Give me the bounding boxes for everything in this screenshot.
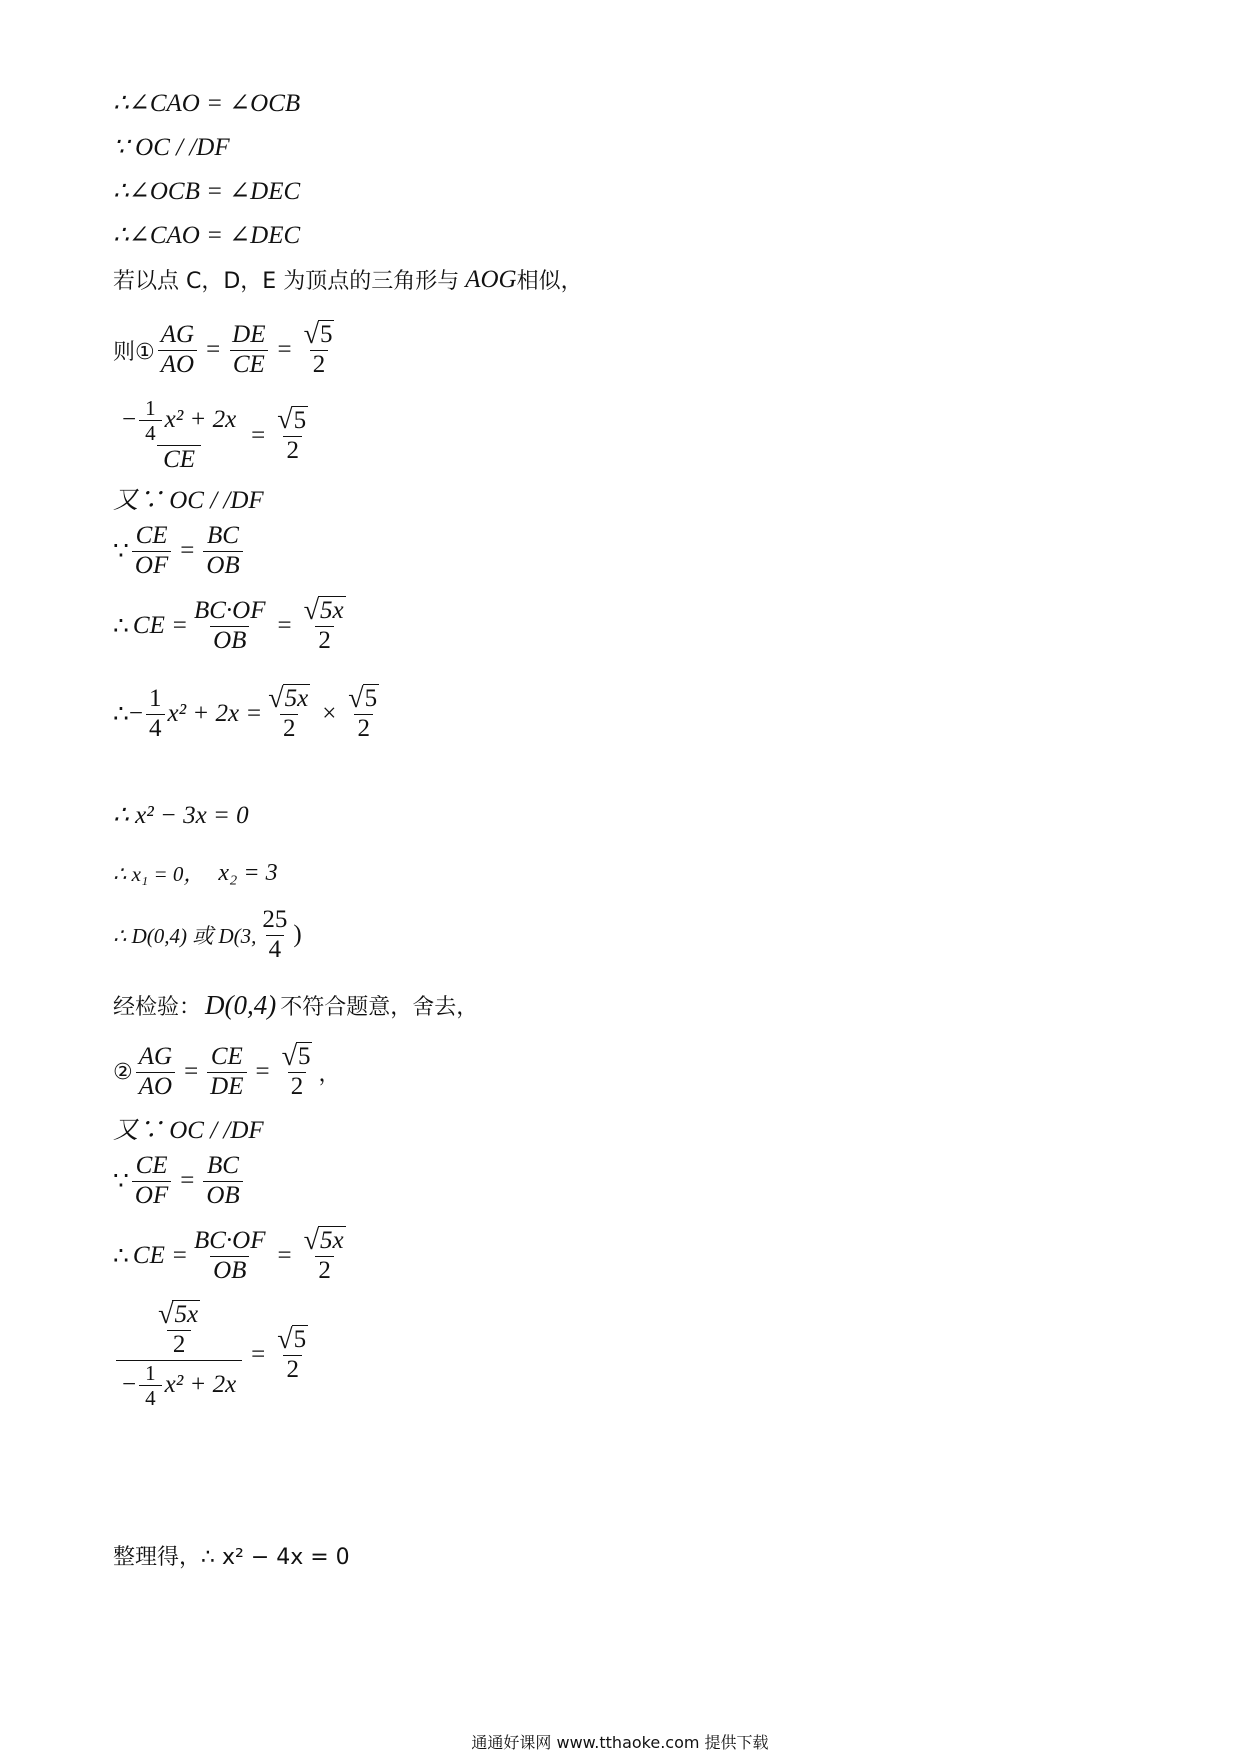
verification: 经检验： D(0,4) 不符合题意，舍去， (113, 990, 479, 1020)
case-two-ratio: ② $\frac{AG}{AO}$ = $\frac{CE}{DE}$ = √ 5 2 ， (113, 1040, 341, 1101)
simplified: 整理得，∴ x² − 4x = 0 (113, 1545, 350, 1570)
equation-poly-over-ce: − $\frac{1}{4}$ x² + 2x CE = √ 5 2 (113, 396, 314, 475)
roots-one: ∴ x₁ = 0， x₂ = 3 (113, 859, 278, 886)
ce-expression-2: ∴ CE = $\frac{BC\cdot OF}{OB}$ = √ 5x 2 (113, 1224, 344, 1285)
similar-text: 若以点 C，D，E 为顶点的三角形与 (113, 269, 460, 294)
similar-end: 相似， (516, 269, 583, 294)
fraction-sqrt5-2b: √ 5 2 (277, 404, 307, 464)
line-similar-condition (113, 264, 583, 295)
footer-watermark: 通通好课网 www.tthaoke.com 提供下载 (471, 1733, 769, 1752)
points-d: ∴ D(0,4) 或 D(3, $\frac{25}{4}$ ) (113, 906, 302, 963)
fraction-ag-ao: $\frac{AG}{AO}$ (158, 321, 197, 380)
quadratic-one: ∴ x² − 3x = 0 (113, 802, 249, 829)
line-again-parallel-2: 又∵ OC / /DF (113, 1117, 264, 1144)
compound-fraction: √ 5x 2 − $\frac{1}{4}$ x² + 2x = √ 5 2 (113, 1300, 314, 1410)
fraction-sqrt5-2: √ 5 2 (303, 318, 333, 379)
fraction-de-ce: $\frac{DE}{CE}$ (229, 321, 268, 380)
ratio-ce-of: ∵ $\frac{CE}{OF}$ = $\frac{BC}{OB}$ (113, 522, 246, 581)
triangle-aog: AOG (465, 265, 517, 293)
ce-expression: ∴ CE = $\frac{BC\cdot OF}{OB}$ = √ 5x 2 (113, 594, 344, 655)
ratio-ce-of-2: ∵ $\frac{CE}{OF}$ = $\frac{BC}{OB}$ (113, 1152, 246, 1211)
line-again-parallel: 又∵ OC / /DF (113, 487, 264, 514)
line-angle-cao-dec: ∴∠CAO = ∠DEC (113, 222, 301, 249)
case-one-label: 则① (113, 339, 155, 365)
line-angle-cao-ocb: ∴∠CAO = ∠OCB (113, 90, 301, 117)
equation-substitution: ∴ − $\frac{1}{4}$ x² + 2x = √ 5x 2 × √ 5 2 (113, 682, 378, 743)
line-oc-parallel-df: ∵ OC / /DF (113, 134, 230, 161)
fraction-poly-ce: − $\frac{1}{4}$ x² + 2x CE (122, 396, 237, 474)
line-angle-ocb-dec: ∴∠OCB = ∠DEC (113, 178, 301, 205)
case-one-ratio: 则① $\frac{AG}{AO}$ = $\frac{DE}{CE}$ = √ 5 2 (113, 320, 340, 380)
